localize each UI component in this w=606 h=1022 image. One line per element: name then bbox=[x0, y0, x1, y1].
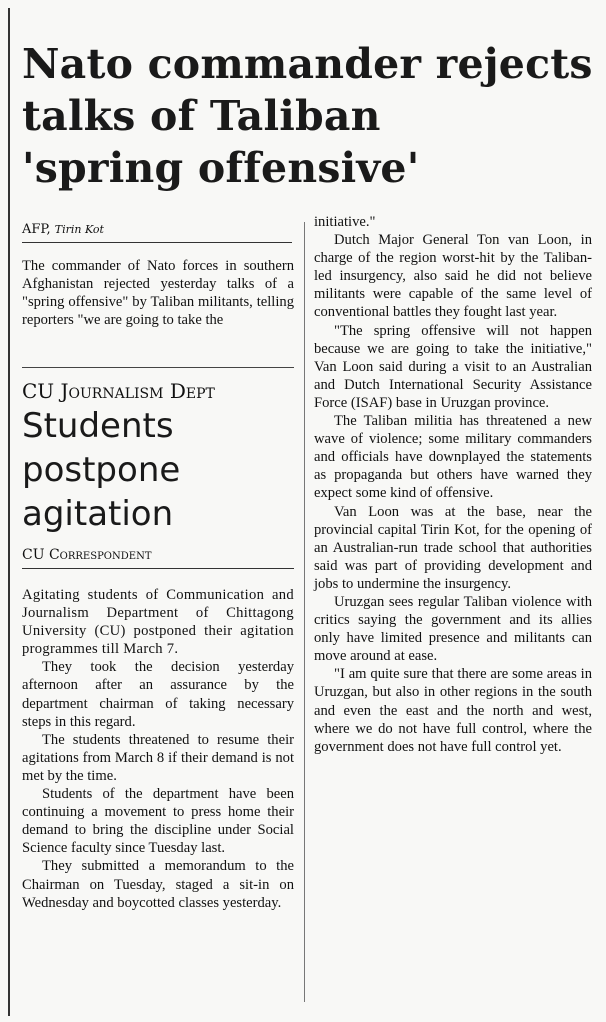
column-divider bbox=[304, 222, 305, 1002]
left-paragraph: Agitating students of Communication and Journalism Department of Chittagong University (CU) postponed their agitation programmes till March 7. bbox=[22, 587, 294, 658]
correspondent-byline: CU Correspondent bbox=[22, 546, 294, 569]
main-headline bbox=[22, 38, 598, 194]
right-paragraph: initiative." bbox=[314, 214, 376, 230]
right-paragraph: Uruzgan sees regular Taliban violence with critics saying the government and its allies only have limited presence and militants can move around at ease. bbox=[314, 593, 592, 665]
right-paragraph: The Taliban militia has threatened a new wave of violence; some military commanders and officials have downplayed the statements as propaganda but others have warned they expect some kind of offensive. bbox=[314, 413, 592, 502]
right-paragraph: Dutch Major General Ton van Loon, in charge of the region worst-hit by the Taliban-led insurgency, also said he did not believe militants were capable of the same level of conventional battles they fought last year. bbox=[314, 232, 592, 321]
section-kicker: CU Journalism Dept bbox=[22, 379, 215, 403]
byline-place: Tirin Kot bbox=[54, 223, 104, 236]
headline-line-3: 'spring offensive' bbox=[22, 144, 420, 192]
left-paragraph: They submitted a memorandum to the Chairman on Tuesday, staged a sit-in on Wednesday and boycotted classes yesterday. bbox=[22, 858, 294, 911]
left-paragraph: The students threatened to resume their agitations from March 8 if their demand is not met by the time. bbox=[22, 731, 294, 784]
right-article-body bbox=[314, 213, 592, 756]
right-paragraph: "The spring offensive will not happen because we are going to take the initiative," Van Loon said during a visit to an Australian and Dutch International Security Assistance Force (ISAF) base in Uruzgan province. bbox=[314, 322, 592, 411]
sub-headline-line-1: Students bbox=[22, 406, 174, 446]
sub-headline-line-2: postpone bbox=[22, 450, 181, 490]
page-edge-rule bbox=[8, 8, 10, 1016]
sub-headline-line-3: agitation bbox=[22, 494, 174, 534]
headline-line-2: talks of Taliban bbox=[22, 92, 381, 140]
sub-headline bbox=[22, 404, 294, 536]
byline-agency: AFP, bbox=[22, 222, 51, 237]
lead-paragraph bbox=[22, 257, 294, 329]
headline-line-1: Nato commander rejects bbox=[22, 40, 593, 88]
left-paragraph: Students of the department have been continuing a movement to press home their demand to bring the discipline under Social Science faculty since Tuesday last. bbox=[22, 786, 294, 857]
right-paragraph: "I am quite sure that there are some areas in Uruzgan, but also in other regions in the south and even the east and the north and west, where we do not have full control, where the government does not have full control yet. bbox=[314, 666, 592, 755]
byline bbox=[22, 222, 292, 243]
left-paragraph: They took the decision yesterday afternoon after an assurance by the department chairman of taking necessary steps in this regard. bbox=[22, 659, 294, 730]
lead-text: The commander of Nato forces in southern Afghanistan rejected yesterday talks of a "spring offensive" by Taliban militants, telling reporters "we are going to take the bbox=[22, 258, 294, 329]
left-article-body bbox=[22, 586, 294, 912]
right-paragraph: Van Loon was at the base, near the provincial capital Tirin Kot, for the opening of an Australian-run trade school that authorities said was part of providing development and jobs to undermine the insurgency. bbox=[314, 503, 592, 592]
section-divider bbox=[22, 367, 294, 368]
